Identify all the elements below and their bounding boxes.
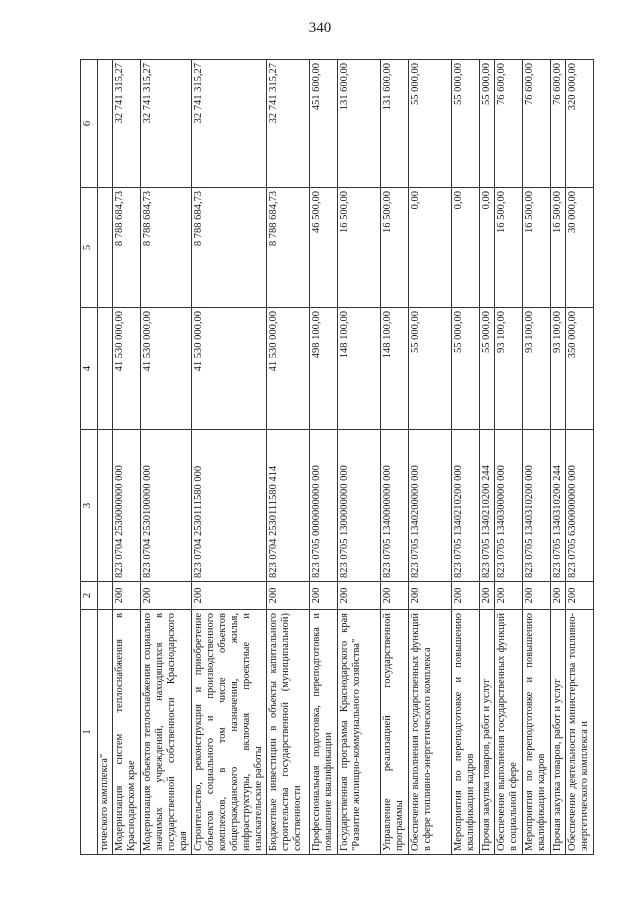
row-description: Государственная программа Краснодарского края "Развитие жилищно-коммунального хозяйства" [338,610,381,855]
row-value-5: 46 500,00 [310,188,338,308]
row-value-4: 93 100,00 [495,308,523,430]
row-code: 823 0704 2530111580 000 [192,430,267,582]
row-code: 823 0705 0000000000 000 [310,430,338,582]
row-description: Мероприятия по переподготовке и повышению квалификации кадров [523,610,551,855]
row-value-4: 55 000,00 [409,308,452,430]
row-col2: 200 [480,582,495,610]
row-col2: 200 [113,582,141,610]
column-header: 1 [81,610,98,855]
table-row [338,60,381,855]
row-value-6 [98,60,113,188]
row-value-6: 32 741 315,27 [113,60,141,188]
row-value-5: 16 500,00 [338,188,381,308]
rotated-table [80,60,590,855]
row-col2: 200 [310,582,338,610]
row-col2: 200 [551,582,566,610]
row-value-4: 148 100,00 [381,308,409,430]
row-code: 823 0705 1340310200 000 [523,430,551,582]
table-row [566,60,594,855]
table-row [381,60,409,855]
row-value-6: 32 741 315,27 [192,60,267,188]
row-col2: 200 [338,582,381,610]
row-value-5: 8 788 684,73 [141,188,192,308]
row-value-4: 41 530 000,00 [267,308,310,430]
row-value-4: 41 530 000,00 [141,308,192,430]
row-value-6: 55 000,00 [452,60,480,188]
page-number: 340 [308,20,332,36]
table-row [409,60,452,855]
row-value-5: 16 500,00 [495,188,523,308]
row-code: 823 0705 6300000000 000 [566,430,594,582]
row-code: 823 0704 2530111580 414 [267,430,310,582]
row-value-5: 30 000,00 [566,188,594,308]
row-code: 823 0705 1340000000 000 [381,430,409,582]
row-value-5: 0,00 [480,188,495,308]
row-code: 823 0705 1340310200 244 [551,430,566,582]
row-value-5: 0,00 [452,188,480,308]
row-col2: 200 [381,582,409,610]
row-description: Прочая закупка товаров, работ и услуг [480,610,495,855]
row-description: Обеспечение выполнения государственных функций в сфере топливно-энергетического комплекса [409,610,452,855]
row-code: 823 0705 1340210200 244 [480,430,495,582]
table-row [267,60,310,855]
row-value-5: 8 788 684,73 [267,188,310,308]
column-header: 4 [81,308,98,430]
table-row [551,60,566,855]
column-header: 3 [81,430,98,582]
row-value-6: 76 600,00 [495,60,523,188]
row-value-6: 131 600,00 [338,60,381,188]
table-row [141,60,192,855]
table-row [98,60,113,855]
column-header: 6 [81,60,98,188]
column-header: 2 [81,582,98,610]
row-col2: 200 [409,582,452,610]
row-value-4: 55 000,00 [480,308,495,430]
table-row [495,60,523,855]
row-value-5: 8 788 684,73 [192,188,267,308]
row-value-4: 41 530 000,00 [113,308,141,430]
row-col2: 200 [192,582,267,610]
row-value-4: 148 100,00 [338,308,381,430]
row-col2: 200 [495,582,523,610]
row-value-6: 32 741 315,27 [141,60,192,188]
row-description: Управление реализацией государственной программы [381,610,409,855]
row-description: Обеспечение деятельности министерства топливно-энергетического комплекса и [566,610,594,855]
row-value-5: 16 500,00 [381,188,409,308]
row-code: 823 0705 1340300000 000 [495,430,523,582]
row-description: тического комплекса" [98,610,113,855]
row-value-5 [98,188,113,308]
table-row [452,60,480,855]
row-code [98,430,113,582]
row-col2: 200 [141,582,192,610]
header-row [81,60,98,855]
table-container [80,60,590,855]
row-code: 823 0704 2530000000 000 [113,430,141,582]
column-header: 5 [81,188,98,308]
row-value-4: 55 000,00 [452,308,480,430]
table-row [310,60,338,855]
row-code: 823 0705 1340210200 000 [452,430,480,582]
row-value-4: 498 100,00 [310,308,338,430]
row-value-6: 76 600,00 [523,60,551,188]
row-description: Строительство, реконструкция и приобретение объектов социального и производственного комплексов, в том числе объектов общегражданского назначения, жилья, инфраструктуры, включая проектные и изыскательские работы [192,610,267,855]
table-row [113,60,141,855]
row-col2: 200 [267,582,310,610]
row-col2 [98,582,113,610]
row-code: 823 0704 2530100000 000 [141,430,192,582]
row-value-5: 16 500,00 [551,188,566,308]
row-value-4: 41 530 000,00 [192,308,267,430]
row-description: Модернизация систем теплоснабжения в Краснодарском крае [113,610,141,855]
row-col2: 200 [566,582,594,610]
row-col2: 200 [452,582,480,610]
row-value-5: 0,00 [409,188,452,308]
row-value-4: 93 100,00 [523,308,551,430]
row-description: Мероприятия по переподготовке и повышению квалификации кадров [452,610,480,855]
table-row [523,60,551,855]
row-value-4: 350 000,00 [566,308,594,430]
row-value-6: 55 000,00 [409,60,452,188]
row-value-6: 55 000,00 [480,60,495,188]
row-value-6: 320 000,00 [566,60,594,188]
row-description: Профессиональная подготовка, переподготовка и повышение квалификации [310,610,338,855]
row-value-6: 451 600,00 [310,60,338,188]
row-description: Обеспечение выполнения государственных функций в социальной сфере [495,610,523,855]
row-col2: 200 [523,582,551,610]
row-value-5: 8 788 684,73 [113,188,141,308]
row-value-4: 93 100,00 [551,308,566,430]
row-description: Прочая закупка товаров, работ и услуг [551,610,566,855]
row-value-5: 16 500,00 [523,188,551,308]
row-code: 823 0705 1300000000 000 [338,430,381,582]
budget-table [80,59,594,855]
row-value-6: 76 600,00 [551,60,566,188]
row-value-4 [98,308,113,430]
row-value-6: 131 600,00 [381,60,409,188]
table-row [480,60,495,855]
row-code: 823 0705 1340200000 000 [409,430,452,582]
row-description: Модернизация объектов теплоснабжения социально значимых учреждений, находящихся в государственной собственности Краснодарского края [141,610,192,855]
table-row [192,60,267,855]
row-value-6: 32 741 315,27 [267,60,310,188]
row-description: Бюджетные инвестиции в объекты капитального строительства государственной (муниципальной) собственности [267,610,310,855]
